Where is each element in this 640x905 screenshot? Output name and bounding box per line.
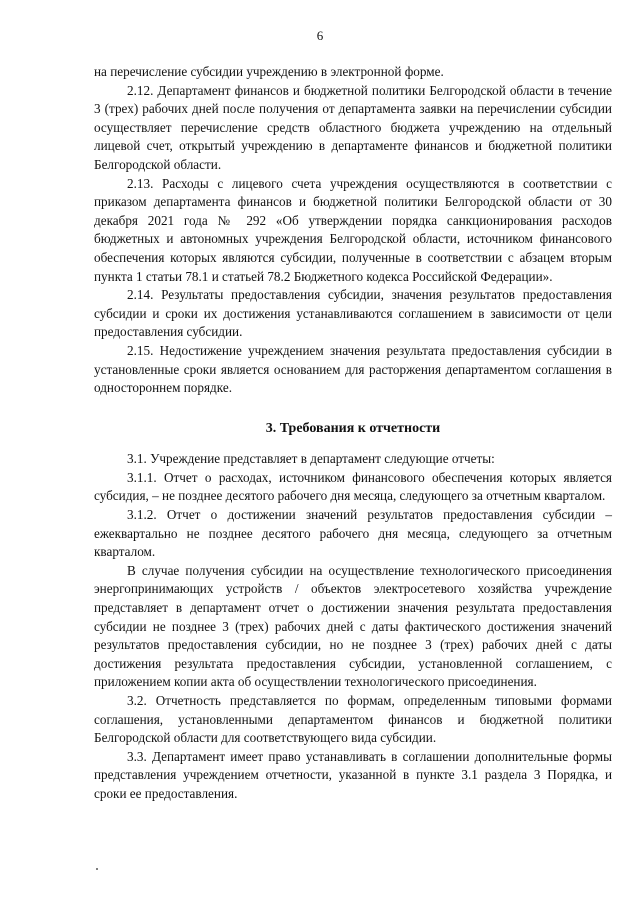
- page-number: 6: [316, 28, 324, 43]
- paragraph-technological-connection: В случае получения субсидии на осуществление технологического присоединения энергопринимающих устройств / объектов электросетевого хозяйства учреждение представляет в департамент отчет о достижении значения результата предоставления субсидии не позднее 3 (трех) рабочих дней с даты фактического достижения значений результатов предоставления субсидии, но не позднее 3 (трех) рабочих дней с даты достижения результата предоставления субсидии, установленной соглашением, с приложением копии акта об осуществлении технологического присоединения.: [94, 562, 612, 690]
- paragraph-3-1-2: 3.1.2. Отчет о достижении значений результатов предоставления субсидии – ежеквартально не позднее десятого рабочего дня месяца, следующего за отчетным кварталом.: [94, 507, 612, 560]
- section-heading: 3. Требования к отчетности: [265, 420, 441, 436]
- section-3: [94, 450, 612, 803]
- paragraph-3-1-1: 3.1.1. Отчет о расходах, источником финансового обеспечения которых является субсидия, – не позднее десятого рабочего дня месяца, следующего за отчетным кварталом.: [94, 469, 612, 504]
- document-body: [94, 63, 612, 804]
- paragraph-2-12: 2.12. Департамент финансов и бюджетной политики Белгородской области в течение 3 (трех) рабочих дней после получения от департамента заявки на перечислении субсидии осуществляет перечисление средств областного бюджета учреждению на отдельный лицевой счет, открытый учреждению в департаменте финансов и бюджетной политики Белгородской области.: [94, 82, 612, 172]
- paragraph-2-15: 2.15. Недостижение учреждением значения результата предоставления субсидии в установленные сроки является основанием для расторжения департаментом соглашения в одностороннем порядке.: [94, 342, 612, 396]
- paragraph-3-1: 3.1. Учреждение представляет в департамент следующие отчеты:: [127, 451, 495, 467]
- paragraph-continuation: на перечисление субсидии учреждению в электронной форме.: [94, 64, 444, 79]
- section-2-continuation: [94, 63, 612, 398]
- paragraph-3-3: 3.3. Департамент имеет право устанавливать в соглашении дополнительные формы представления учреждением отчетности, указанной в пункте 3.1 раздела 3 Порядка, и сроки ее предоставления.: [94, 748, 612, 801]
- paragraph-3-2: 3.2. Отчетность представляется по формам, определенным типовыми формами соглашения, установленными департаментом финансов и бюджетной политики Белгородской области для соответствующего вида субсидии.: [94, 693, 612, 746]
- paragraph-2-14: 2.14. Результаты предоставления субсидии, значения результатов предоставления субсидии и сроки их достижения устанавливаются соглашением в зависимости от цели предоставления субсидии.: [94, 287, 612, 340]
- paragraph-2-13: 2.13. Расходы с лицевого счета учреждения осуществляются в соответствии с приказом департамента финансов и бюджетной политики Белгородской области от 30 декабря 2021 года № 292 «Об утверждении порядка санкционирования расходов бюджетных и автономных учреждения Белгородской области, источником финансового обеспечения которых являются субсидии, полученные в соответствии с абзацем вторым пункта 1 статьи 78.1 и статьей 78.2 Бюджетного кодекса Российской Федерации».: [94, 175, 612, 284]
- scan-speck: [96, 868, 98, 870]
